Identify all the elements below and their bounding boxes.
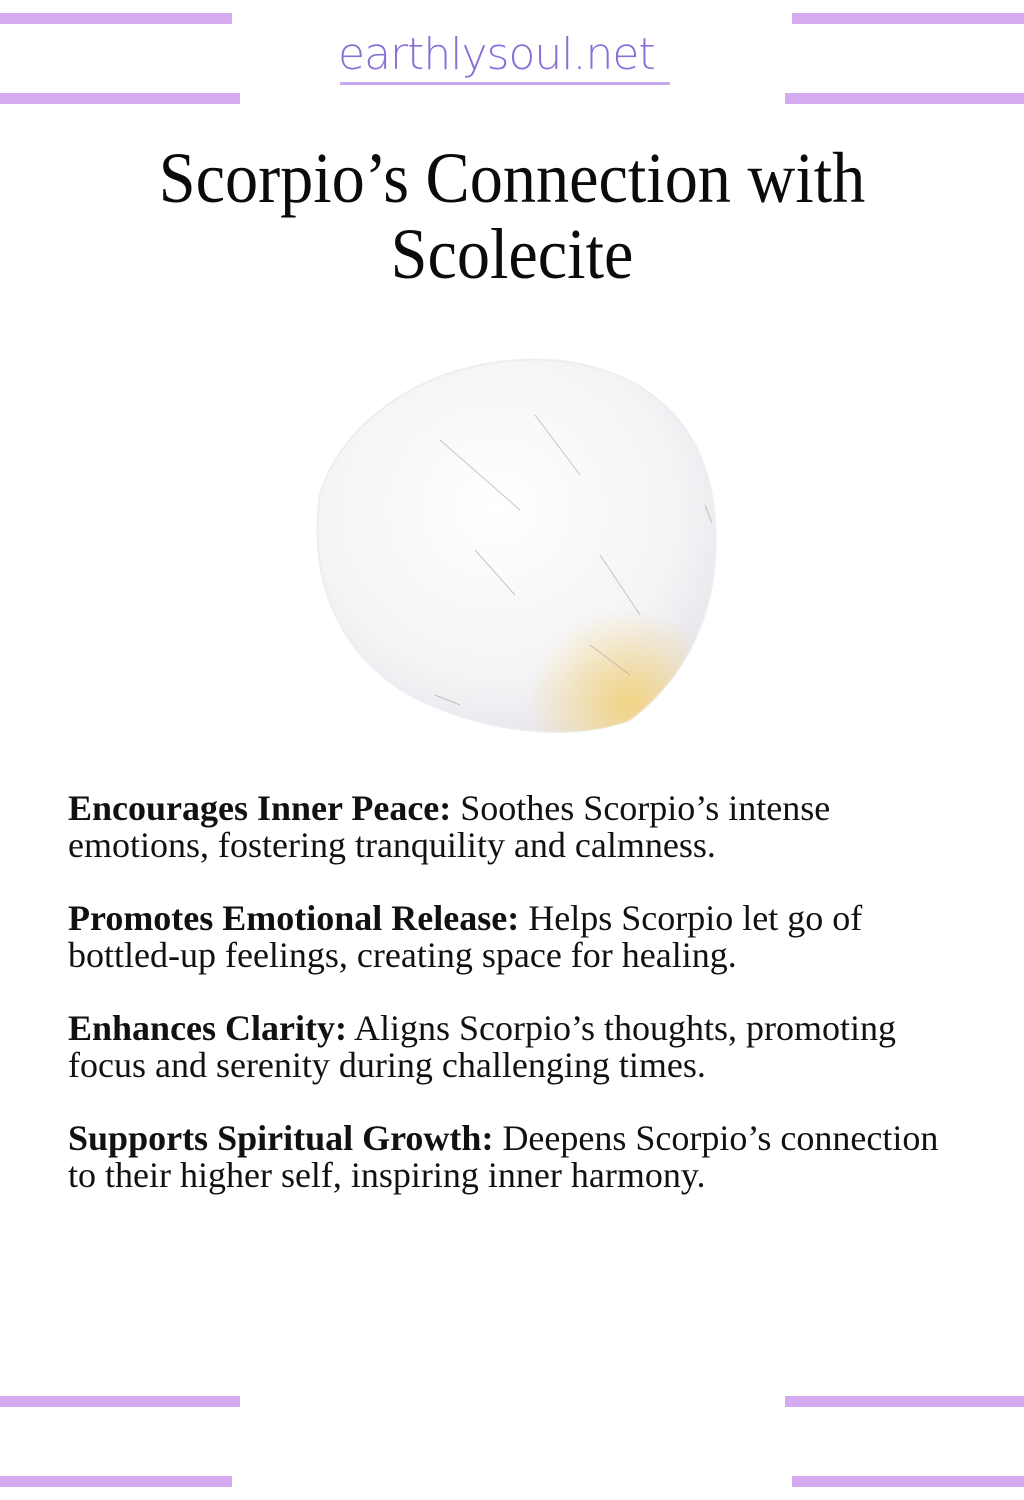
benefit-item-clarity xyxy=(68,1010,958,1084)
decorative-bar-top-left-2 xyxy=(0,93,240,104)
decorative-bar-top-left-1 xyxy=(0,13,232,24)
benefit-text: Aligns Scorpio’s thoughts, promoting focus and serenity during challenging times. xyxy=(68,1008,897,1085)
benefit-heading: Enhances Clarity: xyxy=(68,1008,347,1048)
decorative-bar-top-right-1 xyxy=(792,13,1024,24)
decorative-bar-top-right-2 xyxy=(785,93,1024,104)
benefit-heading: Encourages Inner Peace: xyxy=(68,788,452,828)
benefit-item-emotional-release xyxy=(68,900,958,974)
benefit-text: Helps Scorpio let go of bottled-up feelings, creating space for healing. xyxy=(68,898,863,975)
logo-text: earthlysoul.net xyxy=(338,29,655,80)
benefit-text: Deepens Scorpio’s connection to their higher self, inspiring inner harmony. xyxy=(68,1118,939,1195)
benefit-text: Soothes Scorpio’s intense emotions, fostering tranquility and calmness. xyxy=(68,788,831,865)
decorative-bar-bottom-left-1 xyxy=(0,1396,240,1407)
title-line-1: Scorpio’s Connection with xyxy=(158,138,866,218)
benefit-item-spiritual-growth xyxy=(68,1120,958,1194)
decorative-bar-bottom-right-1 xyxy=(785,1396,1024,1407)
title-line-2: Scolecite xyxy=(390,214,634,294)
benefit-heading: Supports Spiritual Growth: xyxy=(68,1118,494,1158)
decorative-bar-bottom-left-2 xyxy=(0,1476,232,1487)
benefit-heading: Promotes Emotional Release: xyxy=(68,898,520,938)
benefit-item-inner-peace xyxy=(68,790,958,864)
benefit-list xyxy=(68,790,958,1230)
logo-underline xyxy=(340,82,670,85)
decorative-bar-bottom-right-2 xyxy=(792,1476,1024,1487)
page-title xyxy=(41,140,983,292)
site-logo xyxy=(338,30,688,90)
scolecite-stone-image xyxy=(300,345,730,740)
